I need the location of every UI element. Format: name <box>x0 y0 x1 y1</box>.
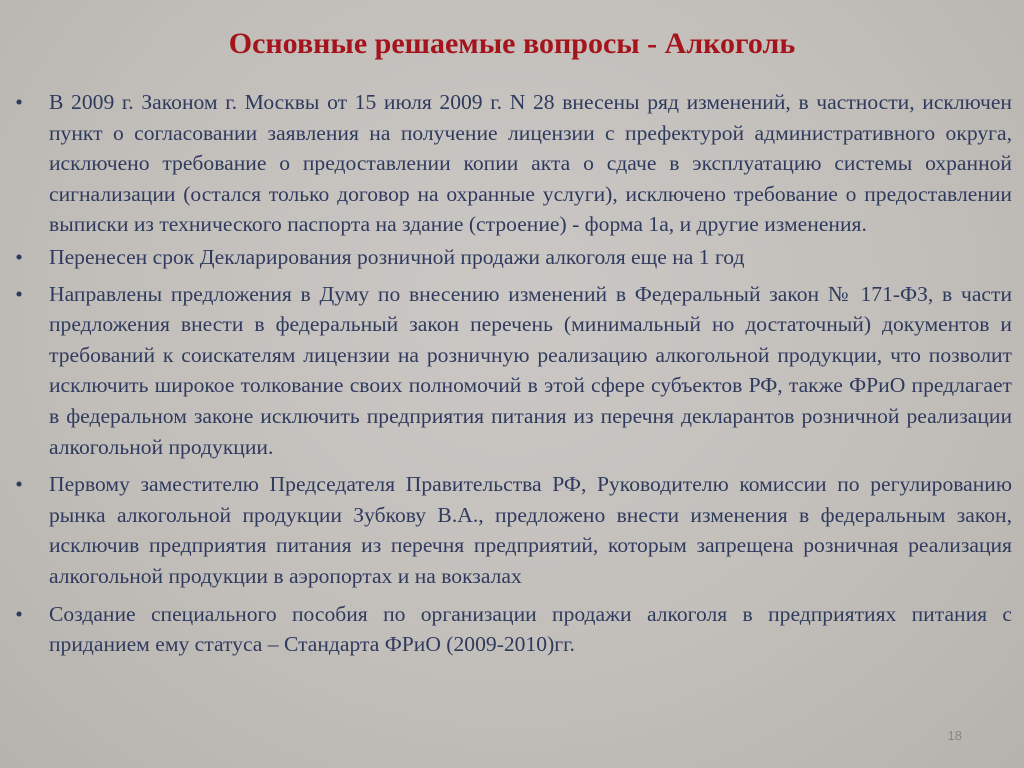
bullet-icon: • <box>15 472 23 497</box>
bullet-text: Направлены предложения в Думу по внесению изменений в Федеральный закон № 171-ФЗ, в части предложения внести в федеральный закон перечень (минимальный но достаточный) документов и требований к соискателям лицензии на розничную реализацию алкогольной продукции, что позволит исключить широкое толкование своих полномочий в этой сфере субъектов РФ, также ФРиО предлагает в федеральном законе исключить предприятия питания из перечня декларантов розничной реализации алкогольной продукции. <box>49 281 1012 459</box>
bullet-icon: • <box>15 90 23 114</box>
bullet-list <box>0 87 1024 662</box>
bullet-icon: • <box>15 244 23 269</box>
bullet-item <box>0 279 1024 463</box>
bullet-text: Первому заместителю Председателя Правительства РФ, Руководителю комиссии по регулированию рынка алкогольной продукции Зубкову В.А., предложено внести изменения в федеральным закон, исключив предприятия питания из перечня предприятий, которым запрещена розничная реализация алкогольной продукции в аэропортах и на вокзалах <box>49 472 1012 588</box>
bullet-item <box>0 469 1024 591</box>
bullet-text: В 2009 г. Законом г. Москвы от 15 июля 2009 г. N 28 внесены ряд изменений, в частности, исключен пункт о согласовании заявления на получение лицензии с префектурой административного округа, исключено требование о предоставлении копии акта о сдаче в эксплуатацию системы охранной сигнализации (остался только договор на охранные услуги), исключено требование о предоставлении выписки из технического паспорта на здание (строение) - форма 1а, и другие изменения. <box>49 90 1012 237</box>
bullet-icon: • <box>15 601 23 626</box>
slide-title: Основные решаемые вопросы - Алкоголь <box>228 27 796 60</box>
page-number: 18 <box>947 728 962 743</box>
bullet-item <box>0 242 1024 273</box>
bullet-text: Создание специального пособия по организации продажи алкоголя в предприятиях питания с приданием ему статуса – Стандарта ФРиО (2009-2010)гг. <box>49 601 1012 657</box>
bullet-item <box>0 599 1024 660</box>
bullet-text: Перенесен срок Декларирования розничной продажи алкоголя еще на 1 год <box>49 244 745 269</box>
bullet-icon: • <box>15 281 23 306</box>
bullet-item <box>0 87 1024 240</box>
